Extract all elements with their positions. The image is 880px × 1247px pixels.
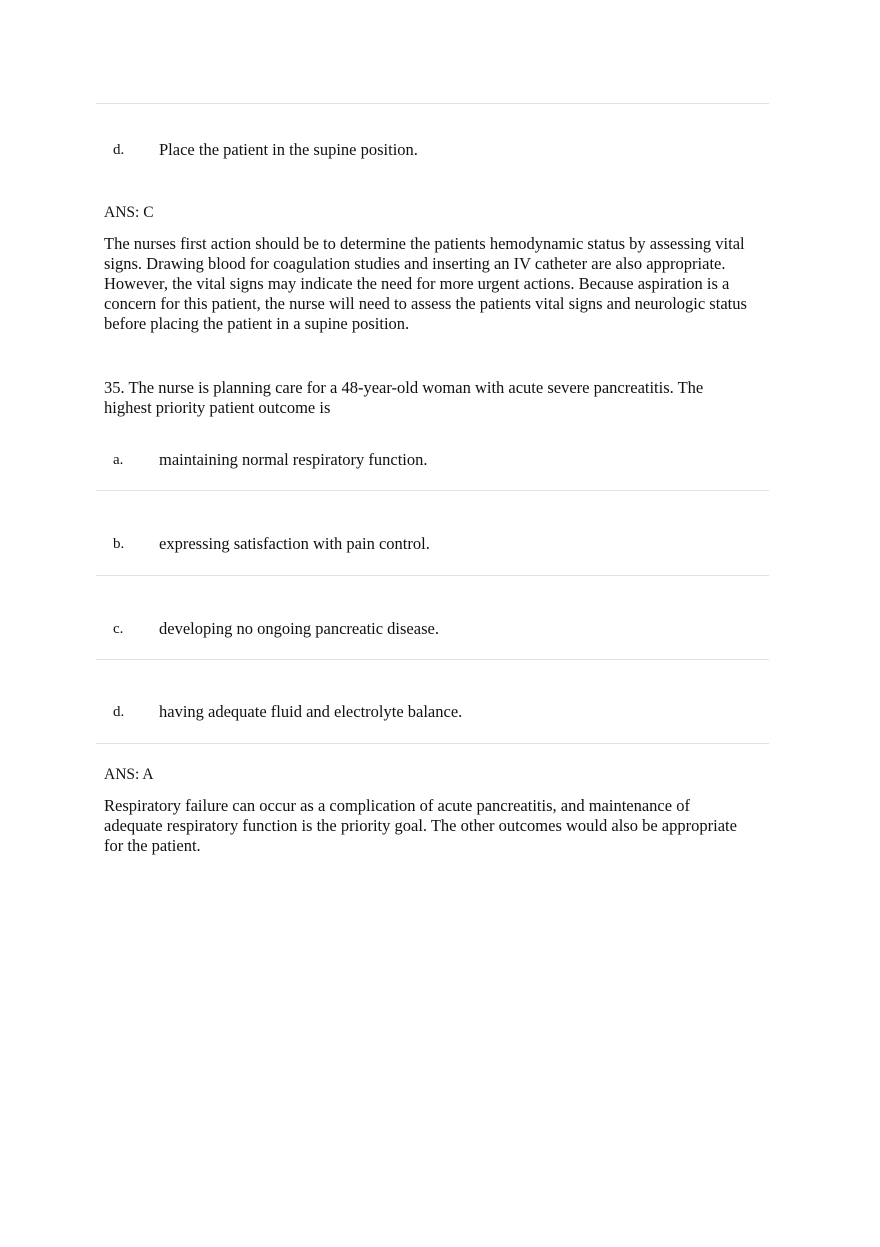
option-letter: a. bbox=[113, 452, 124, 468]
option-text: maintaining normal respiratory function. bbox=[159, 450, 428, 469]
option-letter: b. bbox=[113, 536, 125, 552]
option-letter: d. bbox=[113, 704, 125, 720]
option-letter: c. bbox=[113, 621, 124, 637]
rationale-line: signs. Drawing blood for coagulation studies and inserting an IV catheter are also appropriate. bbox=[104, 254, 726, 273]
answer-key: ANS: A bbox=[104, 766, 154, 783]
rationale-line: However, the vital signs may indicate the need for more urgent actions. Because aspiration is a bbox=[104, 274, 730, 293]
rationale-line: Respiratory failure can occur as a complication of acute pancreatitis, and maintenance of bbox=[104, 796, 690, 815]
option-text: having adequate fluid and electrolyte balance. bbox=[159, 702, 463, 721]
option-text: Place the patient in the supine position. bbox=[159, 140, 418, 159]
rationale-line: adequate respiratory function is the priority goal. The other outcomes would also be appropriate bbox=[104, 816, 737, 835]
rationale-paragraph bbox=[104, 796, 794, 856]
divider bbox=[96, 659, 769, 660]
question-line: 35. The nurse is planning care for a 48-year-old woman with acute severe pancreatitis. The bbox=[104, 378, 704, 397]
answer-key: ANS: C bbox=[104, 204, 154, 221]
option-letter: d. bbox=[113, 142, 125, 158]
question-line: highest priority patient outcome is bbox=[104, 398, 331, 417]
rationale-line: before placing the patient in a supine position. bbox=[104, 314, 410, 333]
divider bbox=[96, 490, 769, 491]
divider bbox=[96, 103, 769, 104]
divider bbox=[96, 575, 769, 576]
rationale-paragraph bbox=[104, 234, 794, 334]
rationale-line: The nurses first action should be to determine the patients hemodynamic status by assessing vital bbox=[104, 234, 745, 253]
option-text: developing no ongoing pancreatic disease. bbox=[159, 619, 439, 638]
rationale-line: for the patient. bbox=[104, 836, 201, 855]
divider bbox=[96, 743, 769, 744]
rationale-line: concern for this patient, the nurse will need to assess the patients vital signs and neurologic status bbox=[104, 294, 747, 313]
question-stem bbox=[104, 378, 794, 418]
option-text: expressing satisfaction with pain control. bbox=[159, 534, 430, 553]
